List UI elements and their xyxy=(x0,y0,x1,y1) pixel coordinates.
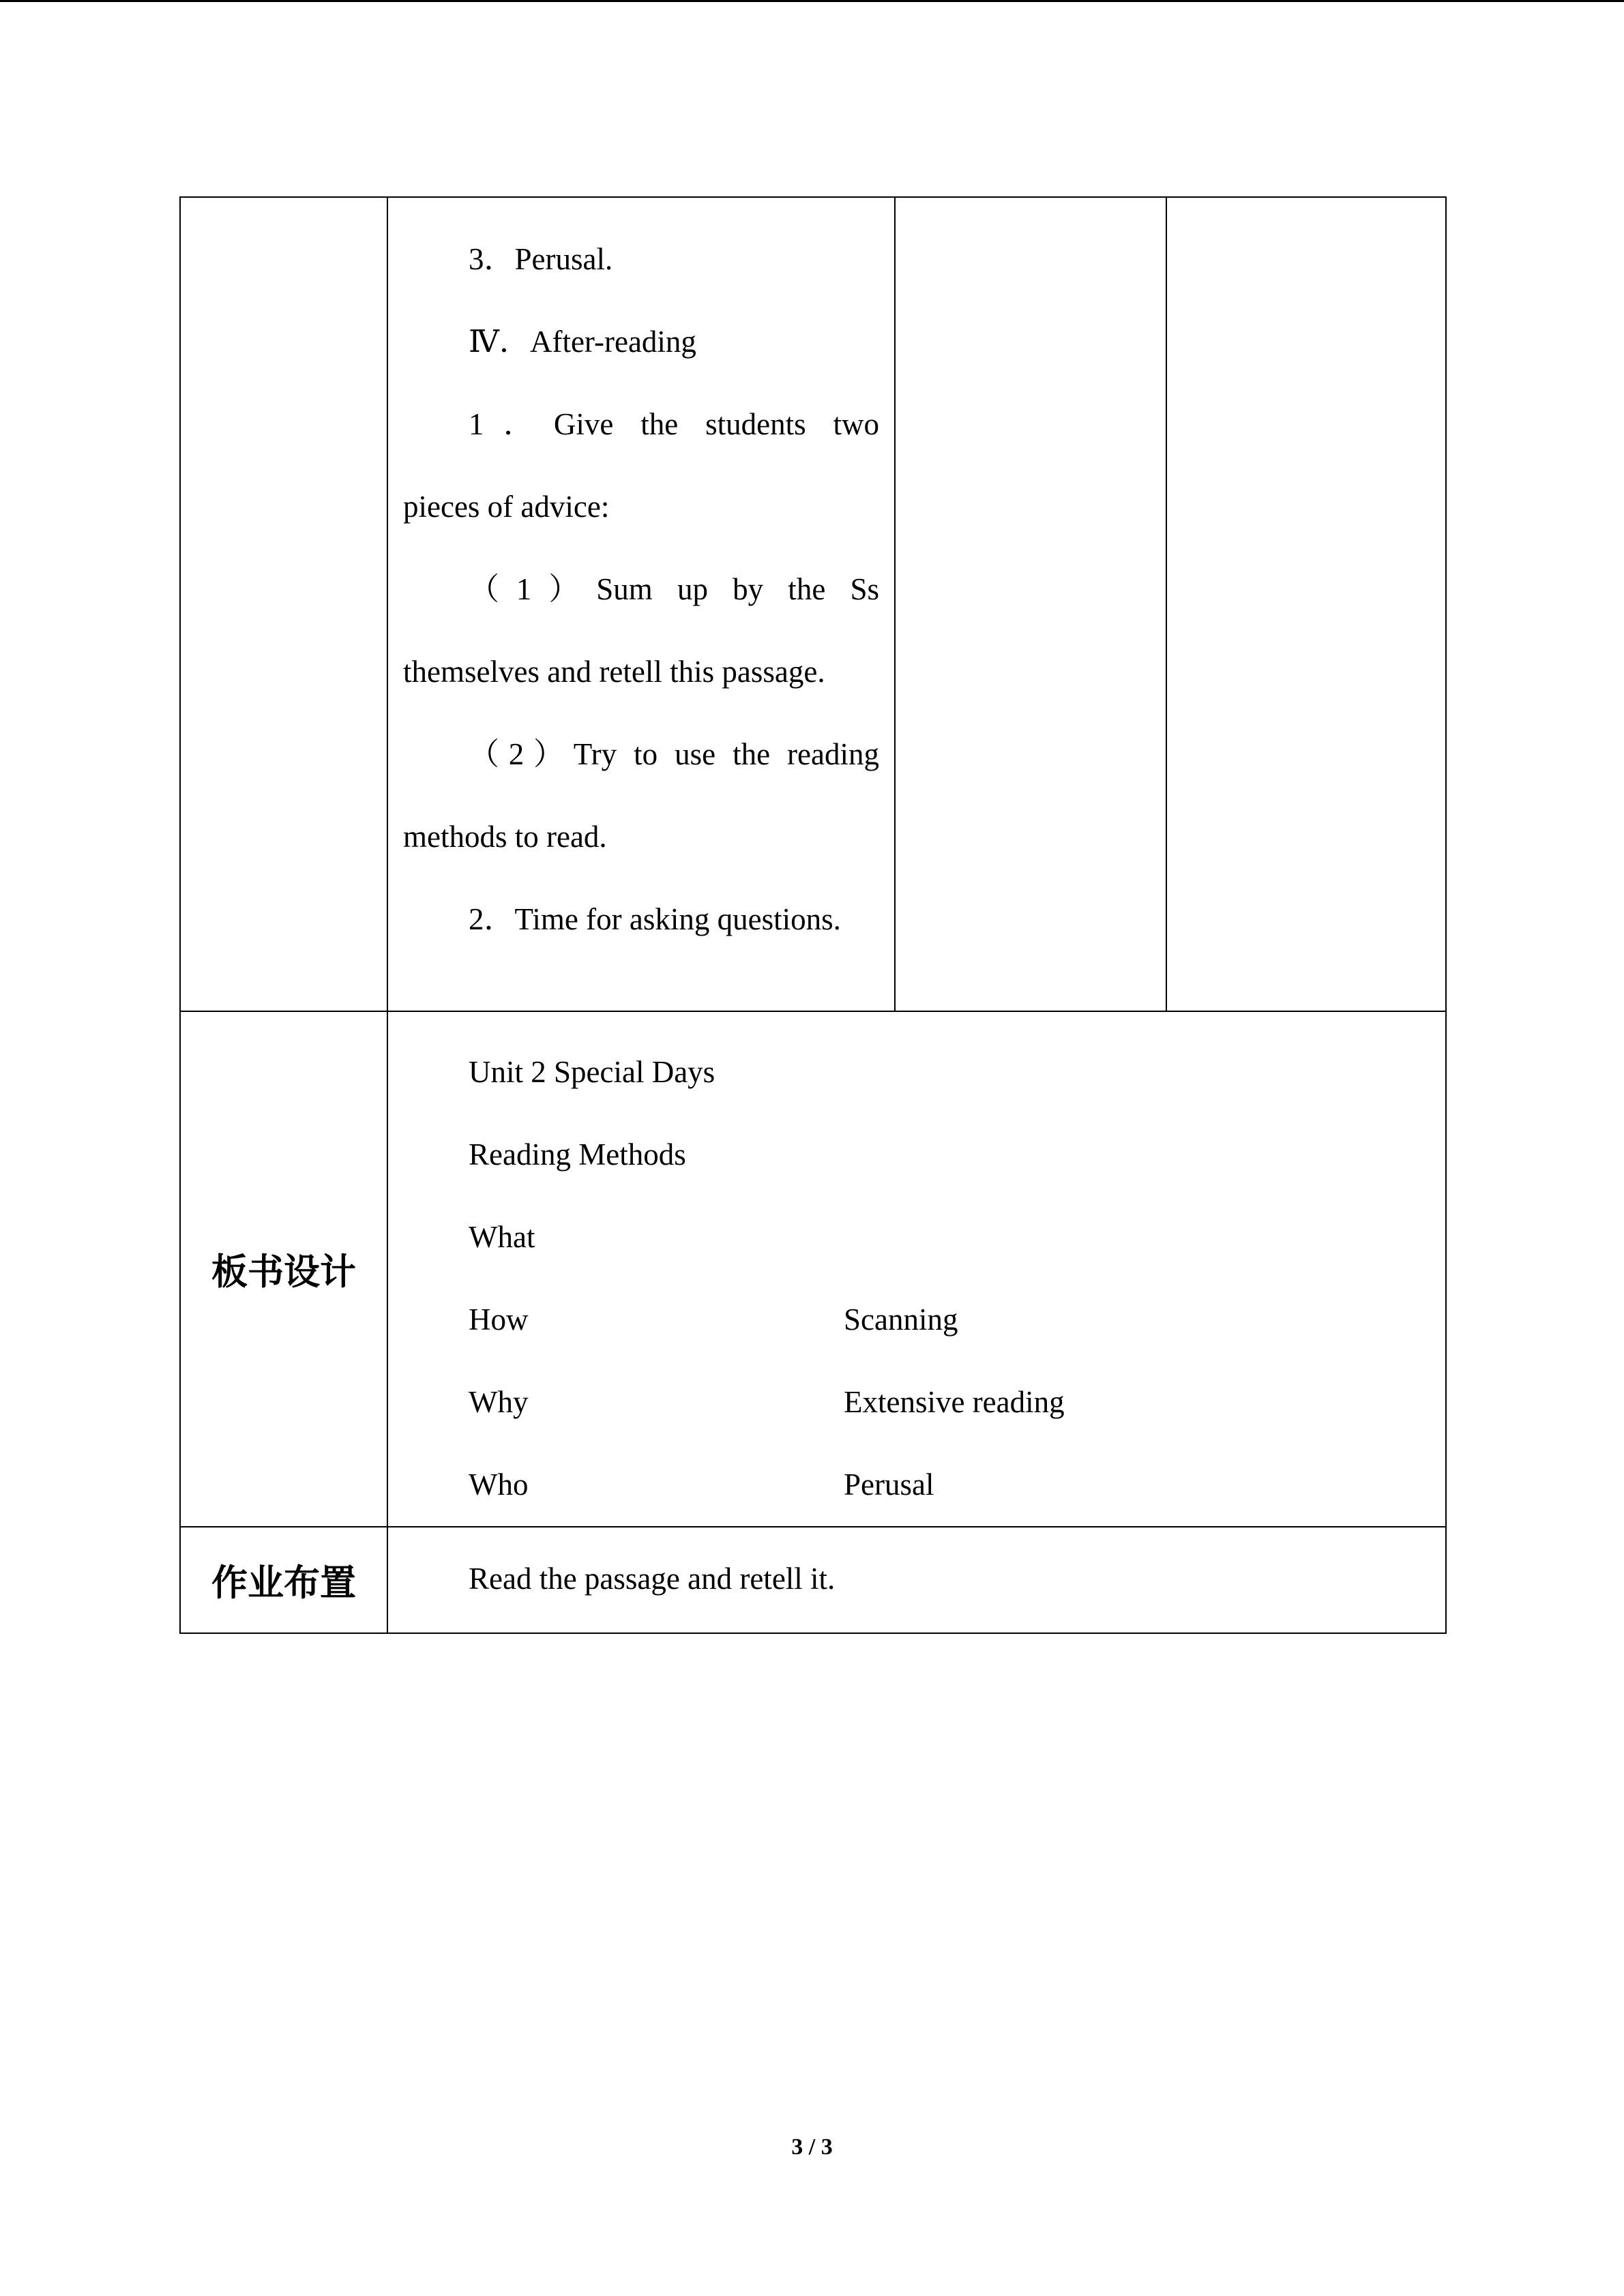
board-method: Extensive reading xyxy=(844,1385,1065,1419)
top-border-line xyxy=(0,0,1624,2)
board-method: Scanning xyxy=(844,1302,958,1337)
board-question: Who xyxy=(469,1467,529,1502)
board-row xyxy=(469,1196,1445,1279)
page-number: 3 / 3 xyxy=(791,2134,833,2160)
procedure-line: 3．Perusal. xyxy=(469,242,613,276)
board-question: How xyxy=(469,1302,529,1337)
board-design-row xyxy=(180,1011,1446,1527)
student-activity-cell xyxy=(895,197,1166,1011)
procedure-line: Ⅳ．After-reading xyxy=(469,325,696,359)
procedure-label-cell xyxy=(180,197,387,1011)
procedure-line: （1）Sum up by the Ss xyxy=(469,572,879,606)
board-question: What xyxy=(469,1220,535,1254)
procedure-content-cell xyxy=(387,197,895,1011)
board-title: Unit 2 Special Days xyxy=(469,1055,715,1089)
homework-text: Read the passage and retell it. xyxy=(469,1562,836,1596)
board-design-content xyxy=(387,1011,1446,1527)
board-method: Perusal xyxy=(844,1467,934,1502)
lesson-plan-table xyxy=(179,196,1447,1634)
procedure-line: pieces of advice: xyxy=(403,490,610,524)
board-question: Why xyxy=(469,1385,529,1419)
board-design-label: 板书设计 xyxy=(180,1011,387,1527)
procedure-line: 2．Time for asking questions. xyxy=(469,902,841,936)
procedure-line: themselves and retell this passage. xyxy=(403,655,825,689)
board-subtitle: Reading Methods xyxy=(469,1137,686,1172)
board-row xyxy=(469,1361,1445,1444)
design-intent-cell xyxy=(1166,197,1446,1011)
procedure-row xyxy=(180,197,1446,1011)
procedure-line: 1．Give the students two xyxy=(469,407,879,441)
board-row xyxy=(469,1444,1445,1526)
homework-label: 作业布置 xyxy=(180,1527,387,1633)
homework-row xyxy=(180,1527,1446,1633)
procedure-line: （2）Try to use the reading xyxy=(469,737,879,771)
board-row xyxy=(469,1279,1445,1361)
procedure-line: methods to read. xyxy=(403,820,607,854)
homework-content xyxy=(387,1527,1446,1633)
